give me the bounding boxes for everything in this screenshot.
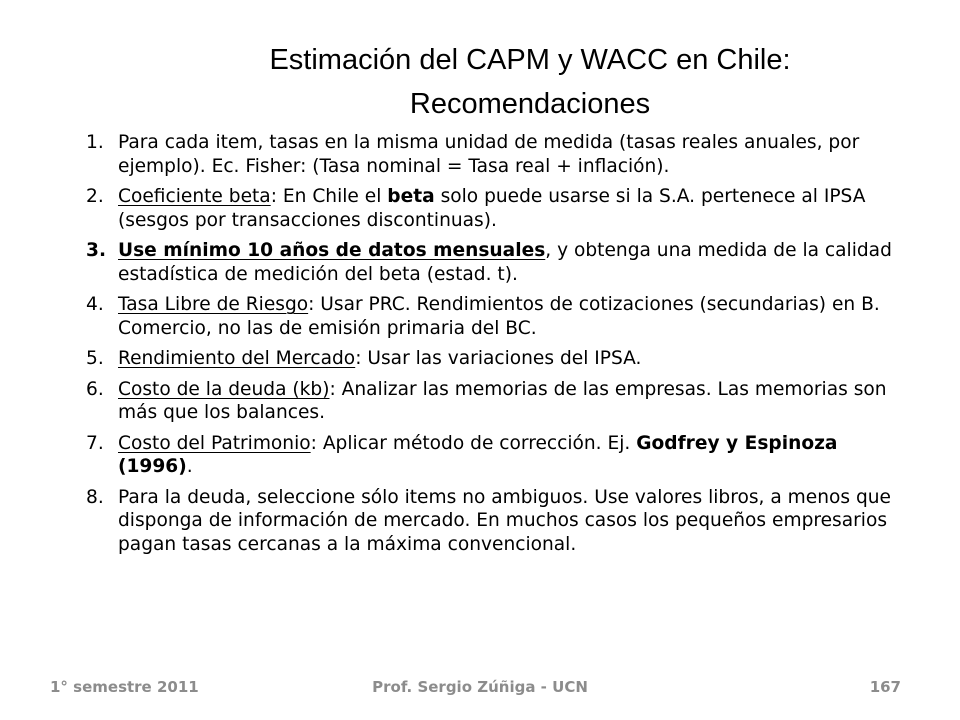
list-item-text-segment: : En Chile el — [270, 186, 388, 207]
list-item-text — [118, 433, 837, 478]
list-item-text-segment: : Usar las variaciones del IPSA. — [355, 348, 642, 369]
list-item-emphasis: beta — [387, 186, 435, 207]
list-item — [86, 185, 906, 232]
slide-title — [150, 38, 910, 126]
list-item — [86, 131, 906, 178]
list-item-text — [118, 348, 641, 369]
footer-semester: 1° semestre 2011 — [50, 678, 199, 696]
list-item-number: 3. — [86, 240, 107, 261]
list-item-topic: Costo del Patrimonio — [118, 432, 311, 454]
footer-page-number: 167 — [869, 678, 901, 696]
list-item-topic: Rendimiento del Mercado — [118, 348, 356, 369]
slide-title-line-1: Estimación del CAPM y WACC en Chile: — [269, 44, 791, 76]
list-item-text — [118, 379, 887, 424]
list-item-text-segment: : Usar PRC. Rendimientos de cotizaciones (secundarias) en B. Comercio, no las de emisión primaria del BC. — [118, 294, 880, 339]
footer-author: Prof. Sergio Zúñiga - UCN — [372, 678, 588, 696]
list-item-text — [118, 240, 892, 285]
list-item-number: 1. — [86, 132, 104, 153]
list-item-number: 5. — [86, 348, 104, 369]
slide-footer — [0, 678, 960, 702]
recommendations-list — [86, 131, 906, 563]
list-item-number: 4. — [86, 294, 104, 315]
list-item-text-segment: : Aplicar método de corrección. Ej. — [310, 432, 637, 454]
list-item-text-segment: : Analizar las memorias de las empresas. Las memorias son más que los balances. — [118, 378, 887, 423]
list-item-number: 7. — [86, 432, 104, 454]
list-item-text — [118, 186, 865, 231]
list-item-number: 8. — [86, 486, 104, 508]
list-item — [86, 239, 906, 286]
list-item — [86, 347, 906, 371]
list-item-emphasis: Godfrey y Espinoza (1996) — [118, 432, 838, 477]
list-item — [86, 378, 906, 425]
list-item-text — [118, 132, 859, 177]
list-item-number: 6. — [86, 378, 104, 400]
list-item-text-segment: Para la deuda, seleccione sólo items no ambiguos. Use valores libros, a menos que disponga de información de mercado. En muchos casos los pequeños empresarios pagan tasas cercanas a la máxima convencional. — [118, 486, 891, 555]
list-item-topic: Use mínimo 10 años de datos mensuales — [118, 240, 546, 261]
list-item — [86, 432, 906, 479]
list-item — [86, 486, 906, 557]
list-item-text-segment: solo puede usarse si la S.A. pertenece al IPSA (sesgos por transacciones discontinuas). — [118, 186, 866, 231]
list-item-text-segment: Para cada item, tasas en la misma unidad de medida (tasas reales anuales, por ejemplo). Ec. Fisher: (Tasa nominal = Tasa real + inflación). — [118, 132, 860, 177]
list-item-text — [118, 487, 891, 555]
list-item-topic: Coeficiente beta — [118, 186, 271, 207]
list-item-text-segment: . — [186, 456, 193, 477]
list-item — [86, 293, 906, 340]
list-item-text-segment: , y obtenga una medida de la calidad estadística de medición del beta (estad. t). — [118, 240, 892, 285]
list-item-number: 2. — [86, 186, 104, 207]
list-item-topic: Tasa Libre de Riesgo — [118, 294, 309, 315]
list-item-topic: Costo de la deuda (kb) — [118, 378, 330, 400]
slide-title-line-2: Recomendaciones — [409, 88, 651, 120]
list-item-text — [118, 294, 880, 339]
